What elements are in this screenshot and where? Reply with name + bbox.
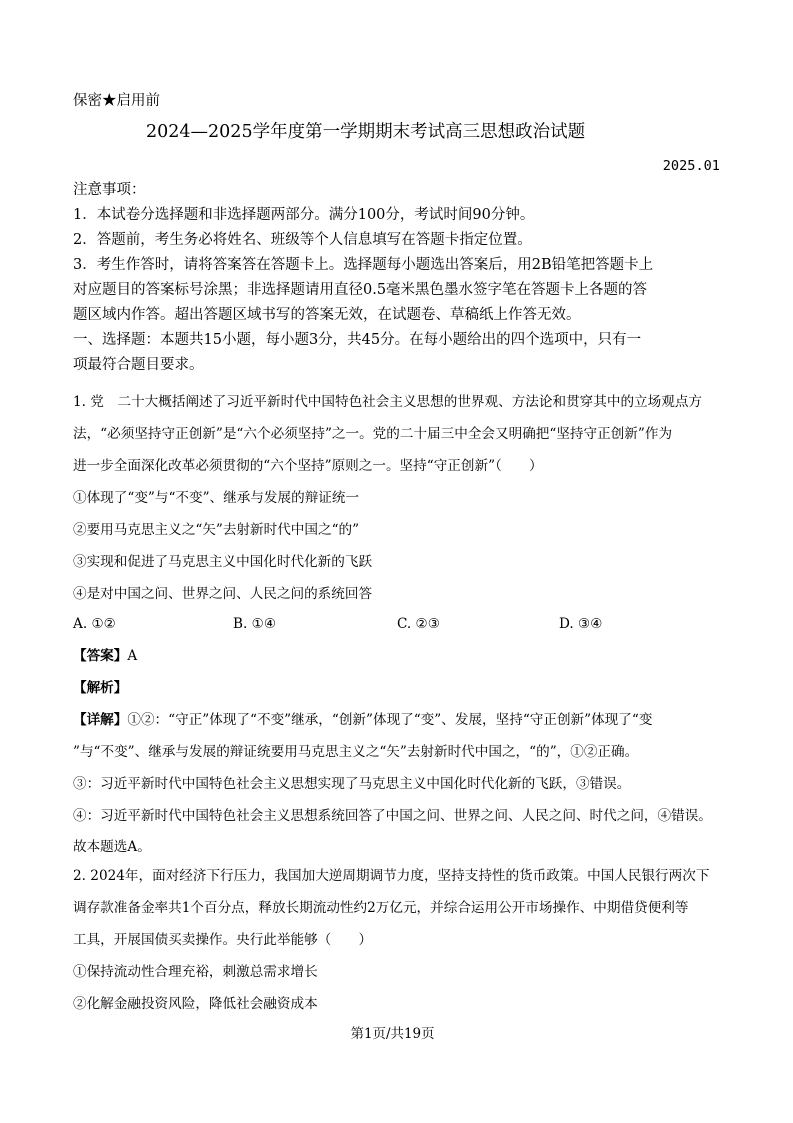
notice-heading: 注意事项： [73,182,146,198]
notice-item: 1．本试卷分选择题和非选择题两部分。满分100分，考试时间90分钟。 [73,207,535,223]
q1-answer [73,650,137,664]
notice-item: 3．考生作答时，请将答案答在答题卡上。选择题每小题选出答案后，用2B铅笔把答题卡上 [73,257,654,273]
q1-statement: ②要用马克思主义之“矢”去射新时代中国之“的” [73,522,360,538]
q1-detail: ”与“不变”、继承与发展的辩证统要用马克思主义之“矢”去射新时代中国之，“的”，①②正确。 [73,744,639,760]
detail-label: 【详解】 [73,712,128,728]
q2-stem: 工具，开展国债买卖操作。央行此举能够（ ） [73,932,373,948]
answer-label: 【答案】 [73,648,128,664]
q1-stem: 进一步全面深化改革必须贯彻的“六个坚持”原则之一。坚持“守正创新”（ ） [73,458,543,474]
q1-detail: 故本题选A。 [73,839,151,855]
q2-statement: ②化解金融投资风险，降低社会融资成本 [73,996,318,1012]
q1-statement: ①体现了“变”与“不变”、继承与发展的辩证统一 [73,490,360,506]
answer-value: A [127,648,138,664]
detail-text: ①②：“守正”体现了“不变”继承，“创新”体现了“变”、发展，坚持“守正创新”体现了“变 [127,712,653,728]
q1-detail [73,714,652,728]
q1-stem: 法，“必须坚持守正创新”是“六个必须坚持”之一。党的二十届三中全会又明确把“坚持守正创新”作为 [73,426,673,442]
q2-statement: ①保持流动性合理充裕，刺激总需求增长 [73,964,318,980]
q1-detail: ④：习近平新时代中国特色社会主义思想系统回答了中国之问、世界之问、人民之问、时代之问，④错误。 [73,808,712,824]
exam-date: 2025.01 [662,158,720,174]
notice-item: 对应题目的答案标号涂黑；非选择题请用直径0.5毫米黑色墨水签字笔在答题卡上各题的答 [73,282,648,298]
section-heading: 一、选择题：本题共15小题，每小题3分，共45分。在每小题给出的四个选项中，只有一 [73,332,642,348]
page-footer: 第1页/共19页 [350,1026,435,1042]
q1-stem: 1. 党 二十大概括阐述了习近平新时代中国特色社会主义思想的世界观、方法论和贯穿其中的立场观点方 [73,394,703,410]
q1-option-a: A. ①② [73,616,116,632]
q1-option-c: C. ②③ [397,616,440,632]
section-heading: 项最符合题目要求。 [73,357,204,373]
notice-item: 题区域内作答。超出答题区域书写的答案无效，在试题卷、草稿纸上作答无效。 [73,307,581,323]
q2-stem: 调存款准备金率共1个百分点，释放长期流动性约2万亿元，并综合运用公开市场操作、中期借贷便利等 [73,900,689,916]
q2-stem: 2. 2024年，面对经济下行压力，我国加大逆周期调节力度，坚持支持性的货币政策。中国人民银行两次下 [73,868,710,884]
q1-statement: ③实现和促进了马克思主义中国化时代化新的飞跃 [73,554,373,570]
page-title: 2024—2025学年度第一学期期末考试高三思想政治试题 [146,122,586,142]
analysis-label: 【解析】 [73,680,128,696]
confidential-label: 保密★启用前 [73,93,160,109]
q1-statement: ④是对中国之问、世界之问、人民之问的系统回答 [73,586,373,602]
notice-item: 2．答题前，考生务必将姓名、班级等个人信息填写在答题卡指定位置。 [73,232,532,248]
q1-detail: ③：习近平新时代中国特色社会主义思想实现了马克思主义中国化时代化新的飞跃，③错误。 [73,776,631,792]
q1-option-b: B. ①④ [233,616,277,632]
q1-option-d: D. ③④ [559,616,603,632]
